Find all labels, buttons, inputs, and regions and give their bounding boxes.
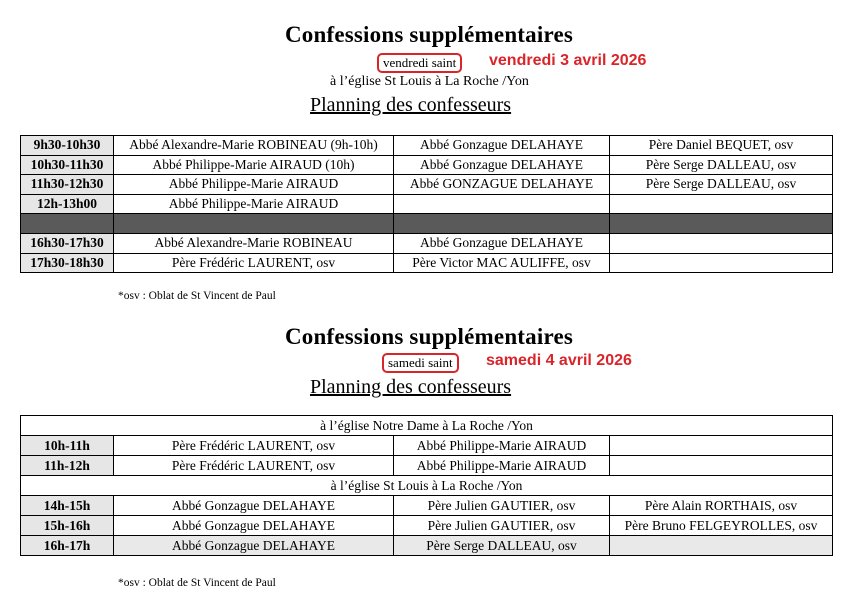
confessor-cell: Père Frédéric LAURENT, osv xyxy=(114,436,394,456)
table-row xyxy=(21,155,833,175)
confessor-cell xyxy=(610,253,833,273)
confessor-cell: Père Serge DALLEAU, osv xyxy=(610,175,833,195)
time-cell: 11h30-12h30 xyxy=(21,175,114,195)
confessor-cell: Père Victor MAC AULIFFE, osv xyxy=(394,253,610,273)
friday-title: Confessions supplémentaires xyxy=(284,22,574,47)
location-cell: à l’église Notre Dame à La Roche /Yon xyxy=(21,416,833,436)
time-cell: 9h30-10h30 xyxy=(21,136,114,156)
confessor-cell: Abbé Gonzague DELAHAYE xyxy=(114,516,394,536)
confessor-cell: Abbé Gonzague DELAHAYE xyxy=(394,136,610,156)
time-cell: 16h-17h xyxy=(21,536,114,556)
time-cell: 10h30-11h30 xyxy=(21,155,114,175)
confessor-cell: Abbé Alexandre-Marie ROBINEAU (9h-10h) xyxy=(114,136,394,156)
confessor-cell: Abbé Gonzague DELAHAYE xyxy=(394,155,610,175)
friday-day-label: vendredi saint xyxy=(377,53,462,73)
separator-cell xyxy=(610,214,833,234)
confessor-cell: Père Serge DALLEAU, osv xyxy=(394,536,610,556)
confessor-cell: Abbé Philippe-Marie AIRAUD (10h) xyxy=(114,155,394,175)
separator-cell xyxy=(114,214,394,234)
time-cell: 12h-13h00 xyxy=(21,194,114,214)
confessor-cell xyxy=(610,233,833,253)
saturday-title: Confessions supplémentaires xyxy=(284,324,574,349)
friday-schedule-table xyxy=(20,135,833,273)
time-cell: 17h30-18h30 xyxy=(21,253,114,273)
saturday-date: samedi 4 avril 2026 xyxy=(486,352,632,369)
time-cell: 14h-15h xyxy=(21,496,114,516)
confessor-cell: Abbé GONZAGUE DELAHAYE xyxy=(394,175,610,195)
table-row xyxy=(21,436,833,456)
friday-date: vendredi 3 avril 2026 xyxy=(489,52,647,69)
confessor-cell xyxy=(610,194,833,214)
saturday-day-label: samedi saint xyxy=(382,353,459,373)
confessor-cell: Abbé Gonzague DELAHAYE xyxy=(114,496,394,516)
table-row xyxy=(21,496,833,516)
confessor-cell xyxy=(610,536,833,556)
time-cell: 15h-16h xyxy=(21,516,114,536)
location-row xyxy=(21,476,833,496)
confessor-cell xyxy=(610,436,833,456)
table-row xyxy=(21,136,833,156)
confessor-cell xyxy=(394,194,610,214)
friday-footnote: *osv : Oblat de St Vincent de Paul xyxy=(118,290,276,302)
friday-location: à l’église St Louis à La Roche /Yon xyxy=(330,74,529,89)
confessor-cell xyxy=(610,456,833,476)
confessor-cell: Père Julien GAUTIER, osv xyxy=(394,496,610,516)
location-row xyxy=(21,416,833,436)
confessor-cell: Abbé Alexandre-Marie ROBINEAU xyxy=(114,233,394,253)
separator-cell xyxy=(394,214,610,234)
separator-cell xyxy=(21,214,114,234)
saturday-subtitle: Planning des confesseurs xyxy=(310,376,512,398)
confessor-cell: Abbé Philippe-Marie AIRAUD xyxy=(394,456,610,476)
time-cell: 11h-12h xyxy=(21,456,114,476)
confessor-cell: Abbé Gonzague DELAHAYE xyxy=(114,536,394,556)
confessor-cell: Père Bruno FELGEYROLLES, osv xyxy=(610,516,833,536)
table-row xyxy=(21,516,833,536)
confessor-cell: Père Julien GAUTIER, osv xyxy=(394,516,610,536)
confessor-cell: Père Daniel BEQUET, osv xyxy=(610,136,833,156)
confessor-cell: Père Frédéric LAURENT, osv xyxy=(114,253,394,273)
table-row xyxy=(21,175,833,195)
table-row xyxy=(21,456,833,476)
confessor-cell: Abbé Philippe-Marie AIRAUD xyxy=(114,175,394,195)
location-cell: à l’église St Louis à La Roche /Yon xyxy=(21,476,833,496)
confessor-cell: Abbé Philippe-Marie AIRAUD xyxy=(394,436,610,456)
saturday-schedule-table xyxy=(20,415,833,556)
table-row xyxy=(21,536,833,556)
confessor-cell: Père Frédéric LAURENT, osv xyxy=(114,456,394,476)
table-row xyxy=(21,233,833,253)
friday-subtitle: Planning des confesseurs xyxy=(310,94,512,116)
table-row xyxy=(21,253,833,273)
confessor-cell: Père Alain RORTHAIS, osv xyxy=(610,496,833,516)
table-row xyxy=(21,194,833,214)
time-cell: 16h30-17h30 xyxy=(21,233,114,253)
time-cell: 10h-11h xyxy=(21,436,114,456)
confessor-cell: Père Serge DALLEAU, osv xyxy=(610,155,833,175)
saturday-footnote: *osv : Oblat de St Vincent de Paul xyxy=(118,577,276,589)
separator-row xyxy=(21,214,833,234)
confessor-cell: Abbé Philippe-Marie AIRAUD xyxy=(114,194,394,214)
confessor-cell: Abbé Gonzague DELAHAYE xyxy=(394,233,610,253)
